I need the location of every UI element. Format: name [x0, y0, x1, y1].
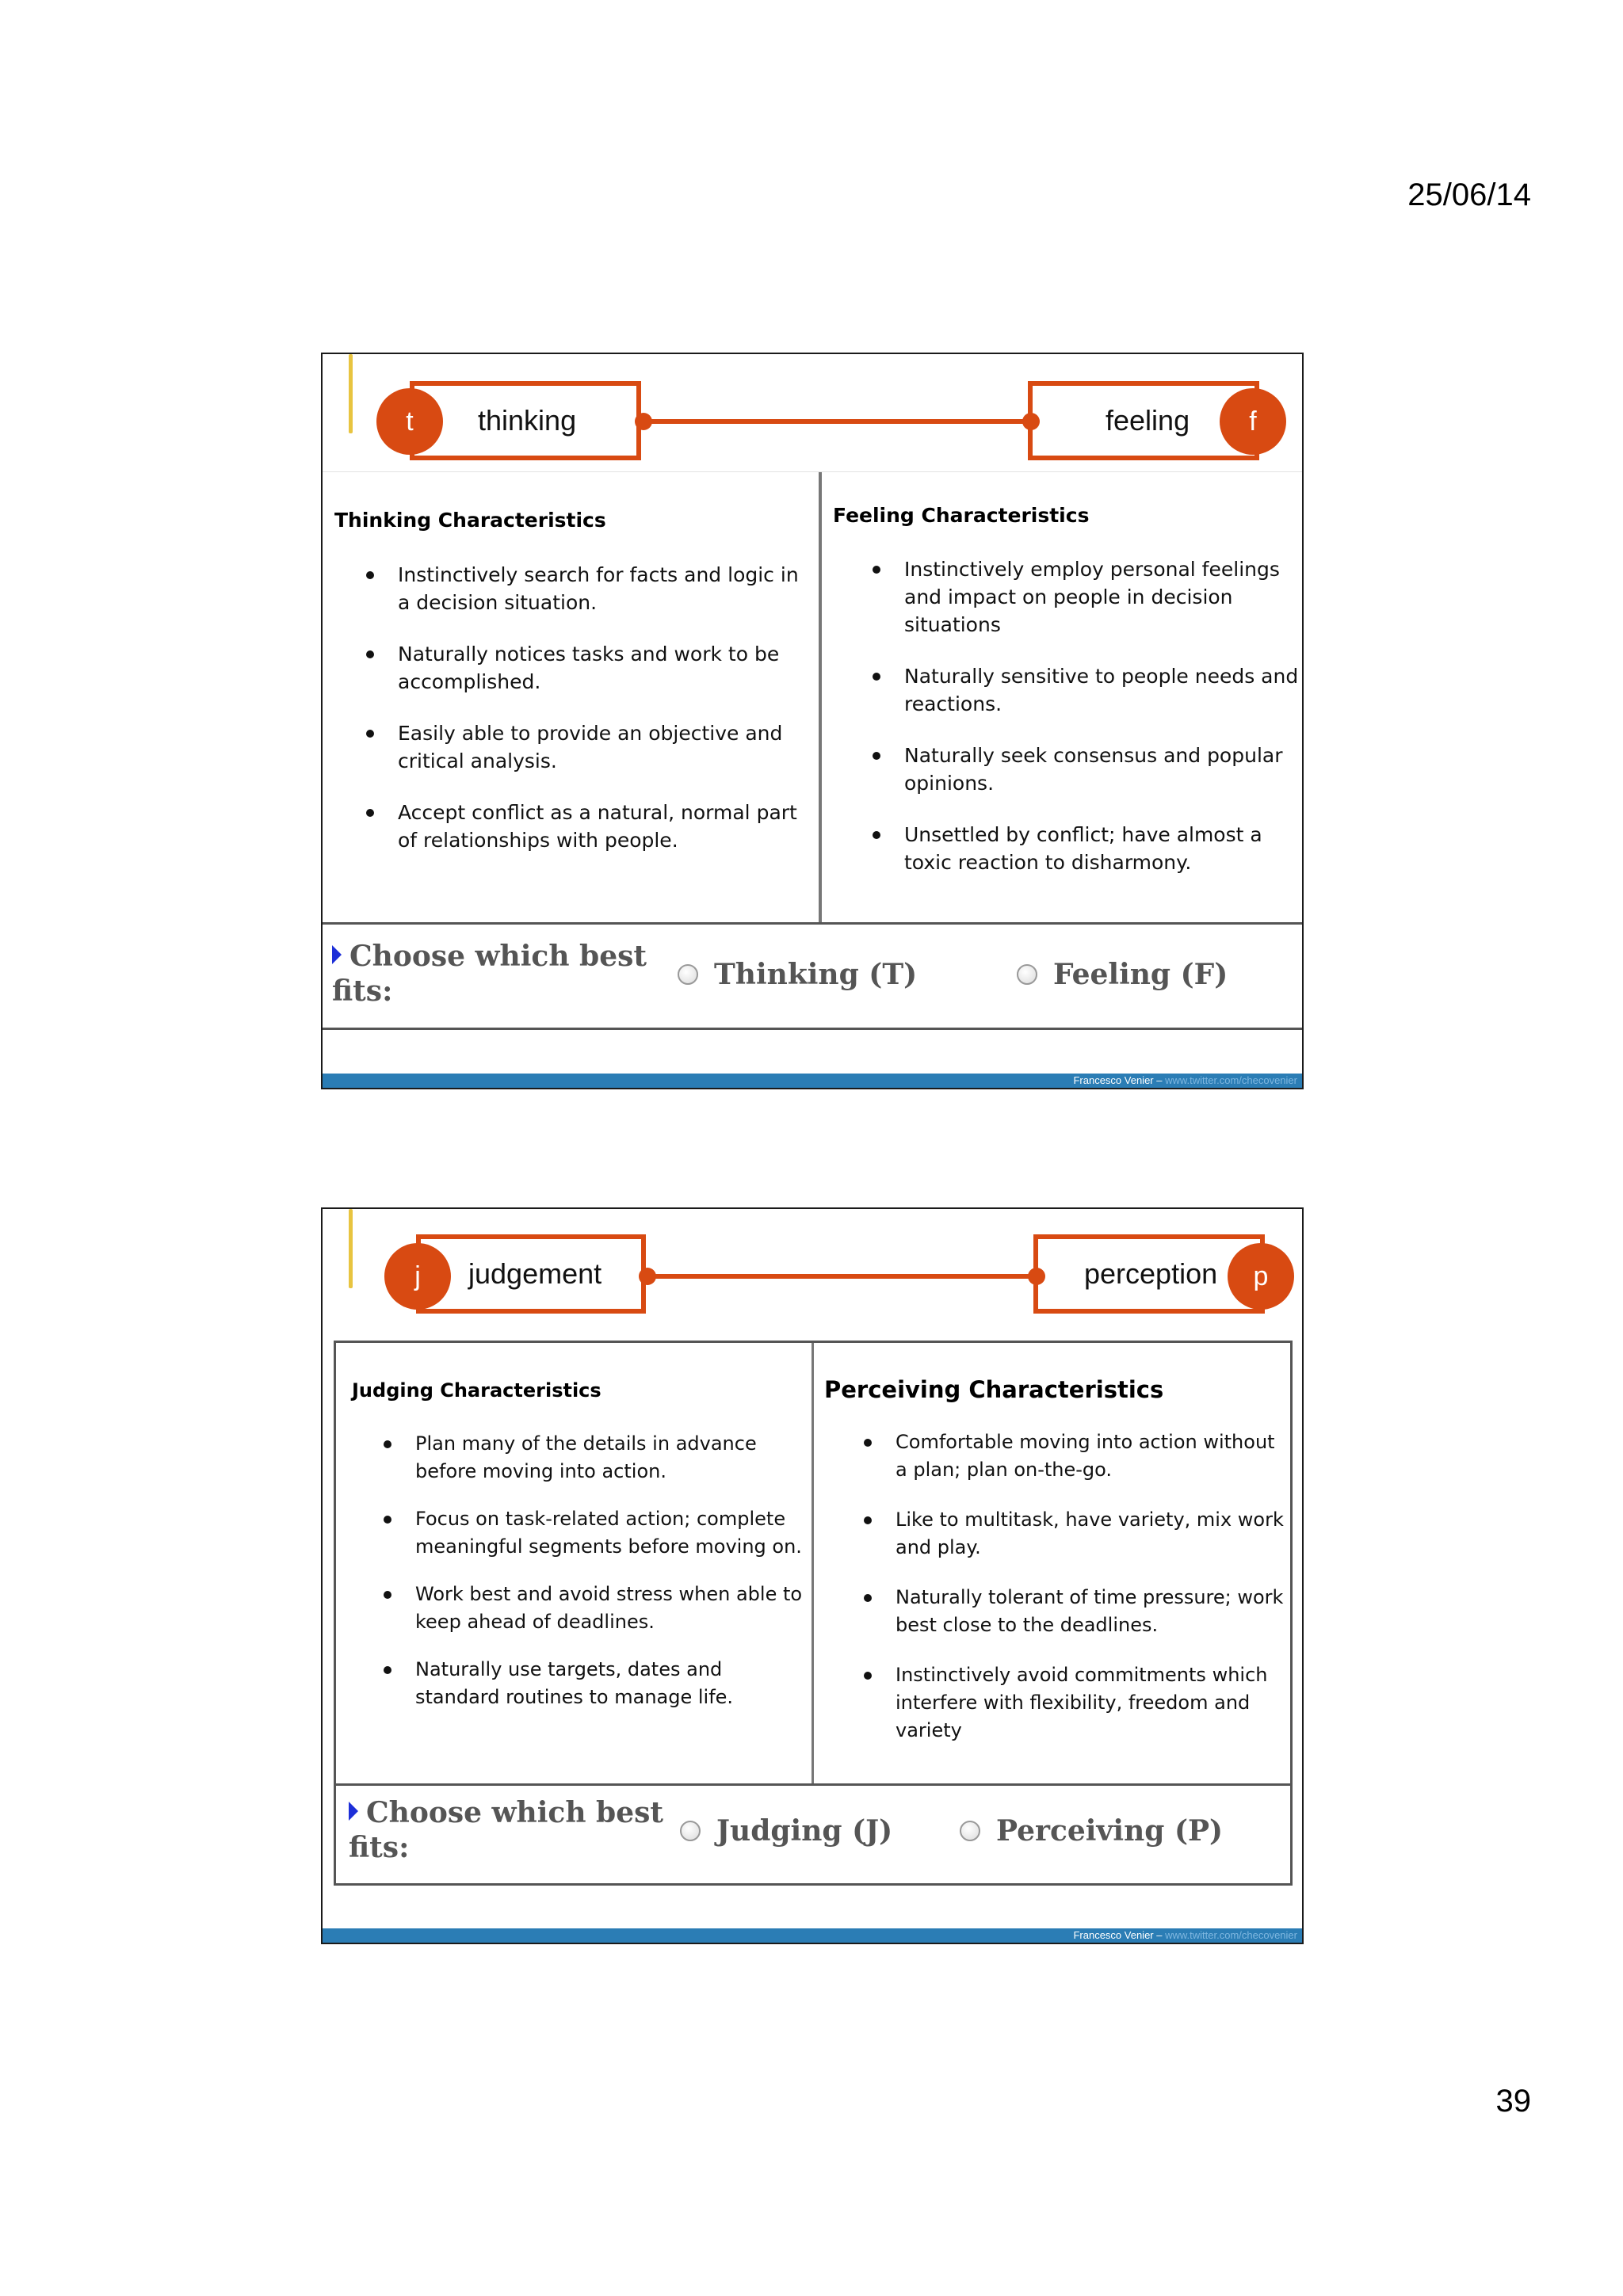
- right-pole-letter: p: [1253, 1261, 1269, 1291]
- left-pole-circle: [384, 1243, 451, 1310]
- list-item: Plan many of the details in advance before moving into action.: [384, 1430, 812, 1486]
- slide-credit: [1073, 1928, 1297, 1943]
- right-pole-letter: f: [1249, 406, 1257, 437]
- list-item: Unsettled by conflict; have almost a toxic reaction to disharmony.: [873, 821, 1300, 876]
- slide-thinking-feeling: [321, 353, 1304, 1089]
- slide-judging-perceiving: [321, 1207, 1304, 1944]
- credit-name: Francesco Venier –: [1073, 1074, 1166, 1086]
- list-item: Comfortable moving into action without a plan; plan on-the-go.: [864, 1428, 1284, 1484]
- choice-row: [323, 925, 1302, 1030]
- perceiving-list: [864, 1428, 1284, 1767]
- option-feeling-label[interactable]: Feeling (F): [1053, 958, 1228, 991]
- list-item: Easily able to provide an objective and critical analysis.: [366, 719, 810, 775]
- scale-node-right: [1028, 1268, 1045, 1285]
- scale-line: [643, 1274, 1040, 1279]
- list-item: Naturally seek consensus and popular opinions.: [873, 742, 1300, 797]
- option-judging[interactable]: [680, 1814, 892, 1848]
- slide-credit: [1073, 1074, 1297, 1088]
- dichotomy-scale: [323, 354, 1302, 473]
- list-item: Like to multitask, have variety, mix work and play.: [864, 1506, 1284, 1562]
- scale-line: [640, 419, 1036, 424]
- scale-node-left: [635, 413, 652, 430]
- radio-feeling[interactable]: [1017, 964, 1037, 985]
- left-pole-label: judgement: [468, 1257, 602, 1290]
- perceiving-title: Perceiving Characteristics: [824, 1376, 1164, 1403]
- list-item: Work best and avoid stress when able to keep ahead of deadlines.: [384, 1581, 812, 1636]
- list-item: Naturally sensitive to people needs and reactions.: [873, 662, 1300, 718]
- list-item: Accept conflict as a natural, normal part of relationships with people.: [366, 799, 810, 854]
- feeling-title: Feeling Characteristics: [833, 504, 1090, 527]
- judging-list: [384, 1430, 812, 1731]
- characteristics-table: [323, 471, 1302, 925]
- radio-judging[interactable]: [680, 1821, 701, 1841]
- choice-prompt: [332, 939, 649, 1009]
- choice-prompt: [349, 1795, 666, 1865]
- thinking-title: Thinking Characteristics: [334, 509, 606, 532]
- credit-link[interactable]: www.twitter.com/checovenier: [1165, 1074, 1297, 1086]
- list-item: Instinctively avoid commitments which interfere with flexibility, freedom and variety: [864, 1661, 1284, 1745]
- perceiving-column: [815, 1343, 1290, 1783]
- credit-link[interactable]: www.twitter.com/checovenier: [1165, 1929, 1297, 1941]
- option-thinking[interactable]: [678, 958, 917, 991]
- choice-prompt-text: Choose which best fits:: [349, 1796, 663, 1864]
- bullet-triangle-icon: [349, 1802, 358, 1821]
- characteristics-table: [334, 1341, 1293, 1786]
- thinking-column: [323, 472, 822, 922]
- left-pole-box: [410, 381, 641, 460]
- slide-footer-bar: [323, 1928, 1302, 1943]
- credit-name: Francesco Venier –: [1073, 1929, 1166, 1941]
- feeling-list: [873, 555, 1300, 900]
- option-thinking-label[interactable]: Thinking (T): [714, 958, 918, 991]
- page-number: 39: [1495, 2084, 1531, 2119]
- dichotomy-scale: [323, 1209, 1302, 1328]
- page-date: 25/06/14: [1407, 177, 1531, 212]
- right-pole-label: feeling: [1106, 404, 1190, 437]
- right-pole-circle: [1228, 1243, 1294, 1310]
- column-divider: [812, 1343, 814, 1783]
- bullet-triangle-icon: [332, 945, 342, 964]
- judging-title: Judging Characteristics: [352, 1379, 601, 1402]
- option-perceiving-label[interactable]: Perceiving (P): [996, 1814, 1224, 1848]
- choice-prompt-text: Choose which best fits:: [332, 940, 647, 1008]
- left-pole-letter: j: [414, 1261, 421, 1291]
- list-item: Naturally tolerant of time pressure; work best close to the deadlines.: [864, 1584, 1284, 1639]
- judging-column: [336, 1343, 815, 1783]
- feeling-column: [822, 472, 1302, 922]
- scale-node-right: [1022, 413, 1040, 430]
- option-feeling[interactable]: [1017, 958, 1228, 991]
- radio-perceiving[interactable]: [960, 1821, 980, 1841]
- radio-thinking[interactable]: [678, 964, 698, 985]
- right-pole-label: perception: [1084, 1257, 1218, 1290]
- left-pole-letter: t: [406, 406, 414, 437]
- option-perceiving[interactable]: [960, 1814, 1223, 1848]
- slide-footer-bar: [323, 1074, 1302, 1088]
- list-item: Naturally notices tasks and work to be accomplished.: [366, 640, 810, 696]
- list-item: Naturally use targets, dates and standard routines to manage life.: [384, 1656, 812, 1711]
- left-pole-label: thinking: [478, 404, 577, 437]
- thinking-list: [366, 561, 810, 878]
- left-pole-circle: [376, 388, 443, 455]
- list-item: Focus on task-related action; complete meaningful segments before moving on.: [384, 1505, 812, 1561]
- list-item: Instinctively search for facts and logic in a decision situation.: [366, 561, 810, 616]
- choice-row: [334, 1786, 1293, 1886]
- option-judging-label[interactable]: Judging (J): [716, 1814, 893, 1848]
- scale-node-left: [639, 1268, 656, 1285]
- list-item: Instinctively employ personal feelings and impact on people in decision situations: [873, 555, 1300, 639]
- right-pole-circle: [1220, 388, 1286, 455]
